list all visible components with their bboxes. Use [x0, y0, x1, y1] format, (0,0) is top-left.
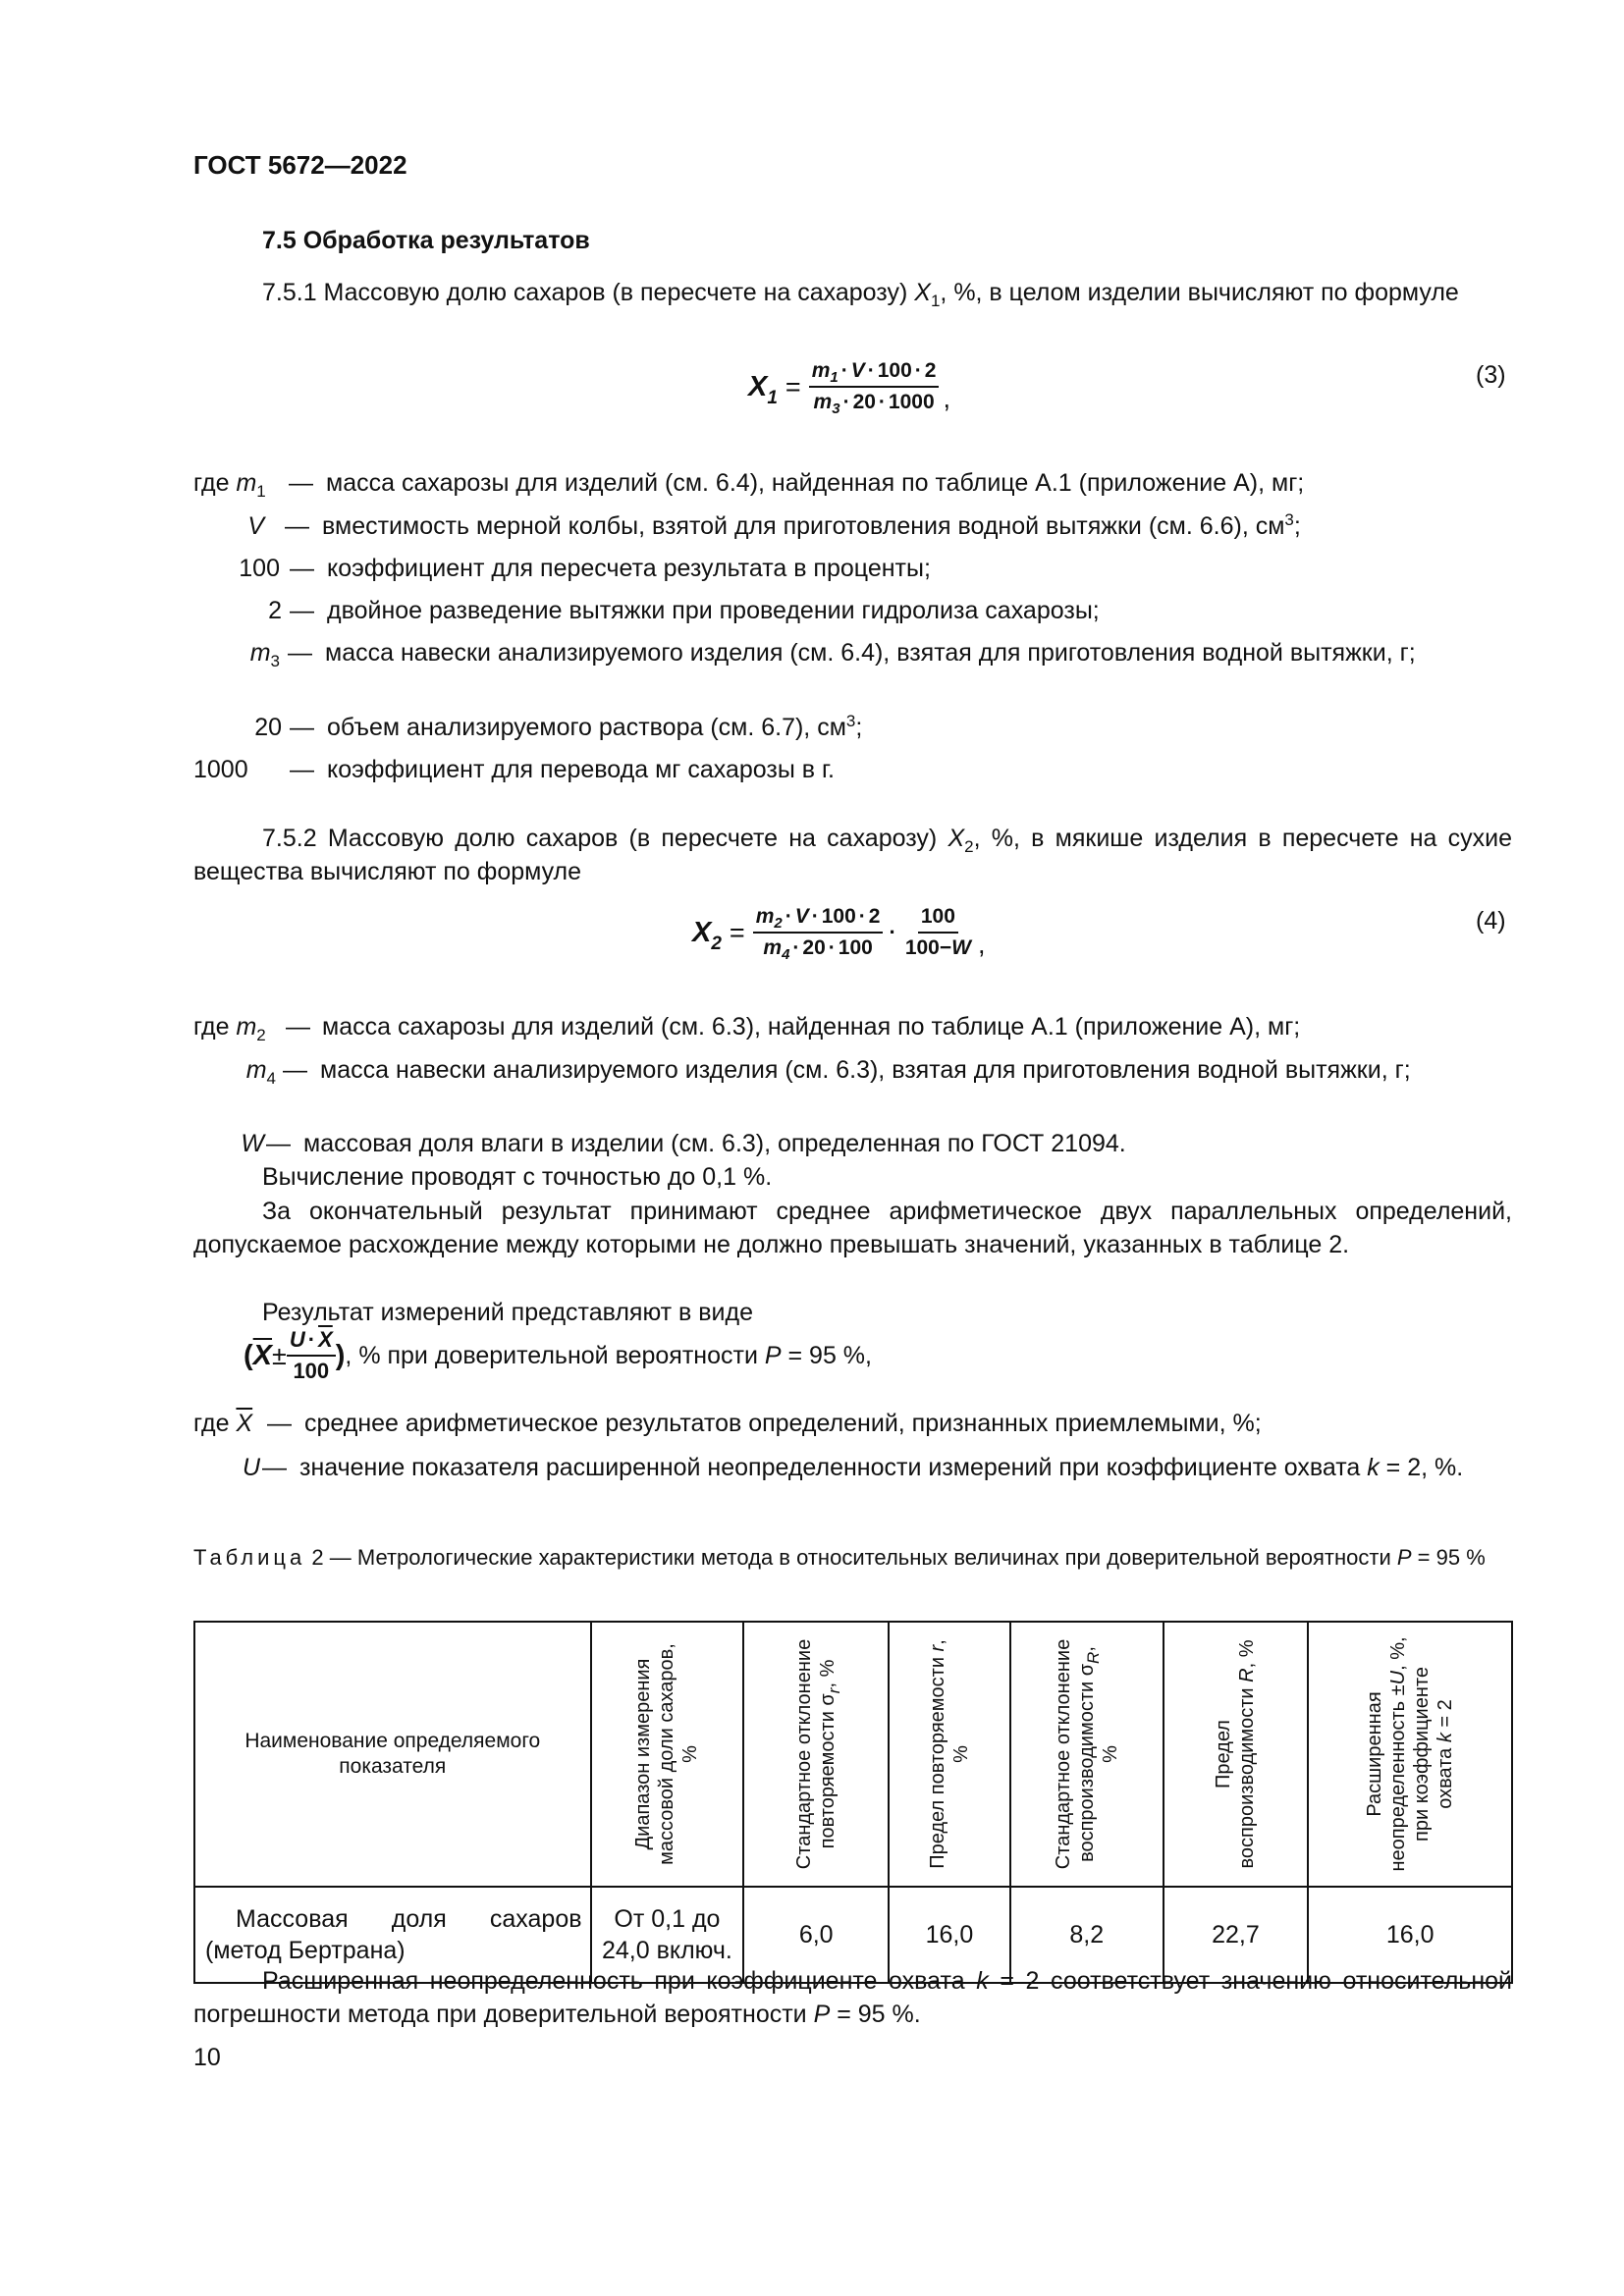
- header-r: Предел повторяемости r, %: [889, 1622, 1010, 1887]
- formula-4-number: (4): [1476, 907, 1506, 934]
- paragraph-7-5-1: 7.5.1 Массовую долю сахаров (в пересчете на сахарозу) $X_1$, %, в целом изделии вычисляют по формуле: [262, 279, 1459, 310]
- table-caption: Таблица 2 — Метрологические характеристики метода в относительных величинах при доверительной вероятности P = 95 %: [193, 1545, 1486, 1570]
- cell-name: Массовая доля сахаров (метод Бертрана): [194, 1887, 591, 1983]
- result-form: Результат измерений представляют в виде: [262, 1299, 753, 1326]
- formula-3: $X_1$ = $\frac{m_1 \cdot V \cdot 100 \cdot 2}{m_3 \cdot 20 \cdot 1000}$ ,: [748, 359, 950, 417]
- cell-U: 16,0: [1308, 1887, 1512, 1983]
- header-sr: Стандартное отклонение повторяемости $\sigma_r$, %: [743, 1622, 889, 1887]
- closing-paragraph: Расширенная неопределенность при коэффициенте охвата k = 2 соответствует значению относительной погрешности метода при доверительной вероятности P = 95 %.: [193, 1967, 1512, 2028]
- cell-R: 22,7: [1164, 1887, 1309, 1983]
- calc-precision: Вычисление проводят с точностью до 0,1 %.: [262, 1163, 773, 1191]
- table-header-row: [194, 1622, 1512, 1887]
- result-formula: ( $\overline{X}$ ± $\frac{U \cdot \overline{X}}{100}$ ) , % при доверительной вероятности P = 95 %,: [244, 1327, 872, 1383]
- cell-sr: 6,0: [743, 1887, 889, 1983]
- document-code: ГОСТ 5672—2022: [193, 150, 407, 180]
- header-U: Расширенная неопределенность ±U, %, при коэффициенте охвата k = 2: [1308, 1622, 1512, 1887]
- header-R: Предел воспроизводимости R, %: [1164, 1622, 1309, 1887]
- header-sR: Стандартное отклонение воспроизводимости $\sigma_R$, %: [1010, 1622, 1164, 1887]
- formula-3-number: (3): [1476, 361, 1506, 389]
- cell-r: 16,0: [889, 1887, 1010, 1983]
- cell-range: От 0,1 до 24,0 включ.: [591, 1887, 744, 1983]
- metrology-table: [193, 1621, 1513, 1984]
- cell-sR: 8,2: [1010, 1887, 1164, 1983]
- page-number: 10: [193, 2044, 221, 2071]
- paragraph-7-5-2: 7.5.2 Массовую долю сахаров (в пересчете на сахарозу) $X_2$, %, в мякише изделия в пересчете на сухие вещества вычисляют по формуле: [193, 825, 1512, 885]
- formula-4: $X_2$ = $\frac{m_2 \cdot V \cdot 100 \cdot 2}{m_4 \cdot 20 \cdot 100}$ · $\frac{100}{100-W}$ ,: [692, 905, 986, 963]
- header-range: Диапазон измерения массовой доли сахаров, %: [591, 1622, 744, 1887]
- section-title: 7.5 Обработка результатов: [262, 227, 590, 254]
- header-name: Наименование определяемого показателя: [194, 1622, 591, 1887]
- final-result-paragraph: За окончательный результат принимают среднее арифметическое двух параллельных определений, допускаемое расхождение между которыми не должно превышать значений, указанных в таблице 2.: [193, 1198, 1512, 1258]
